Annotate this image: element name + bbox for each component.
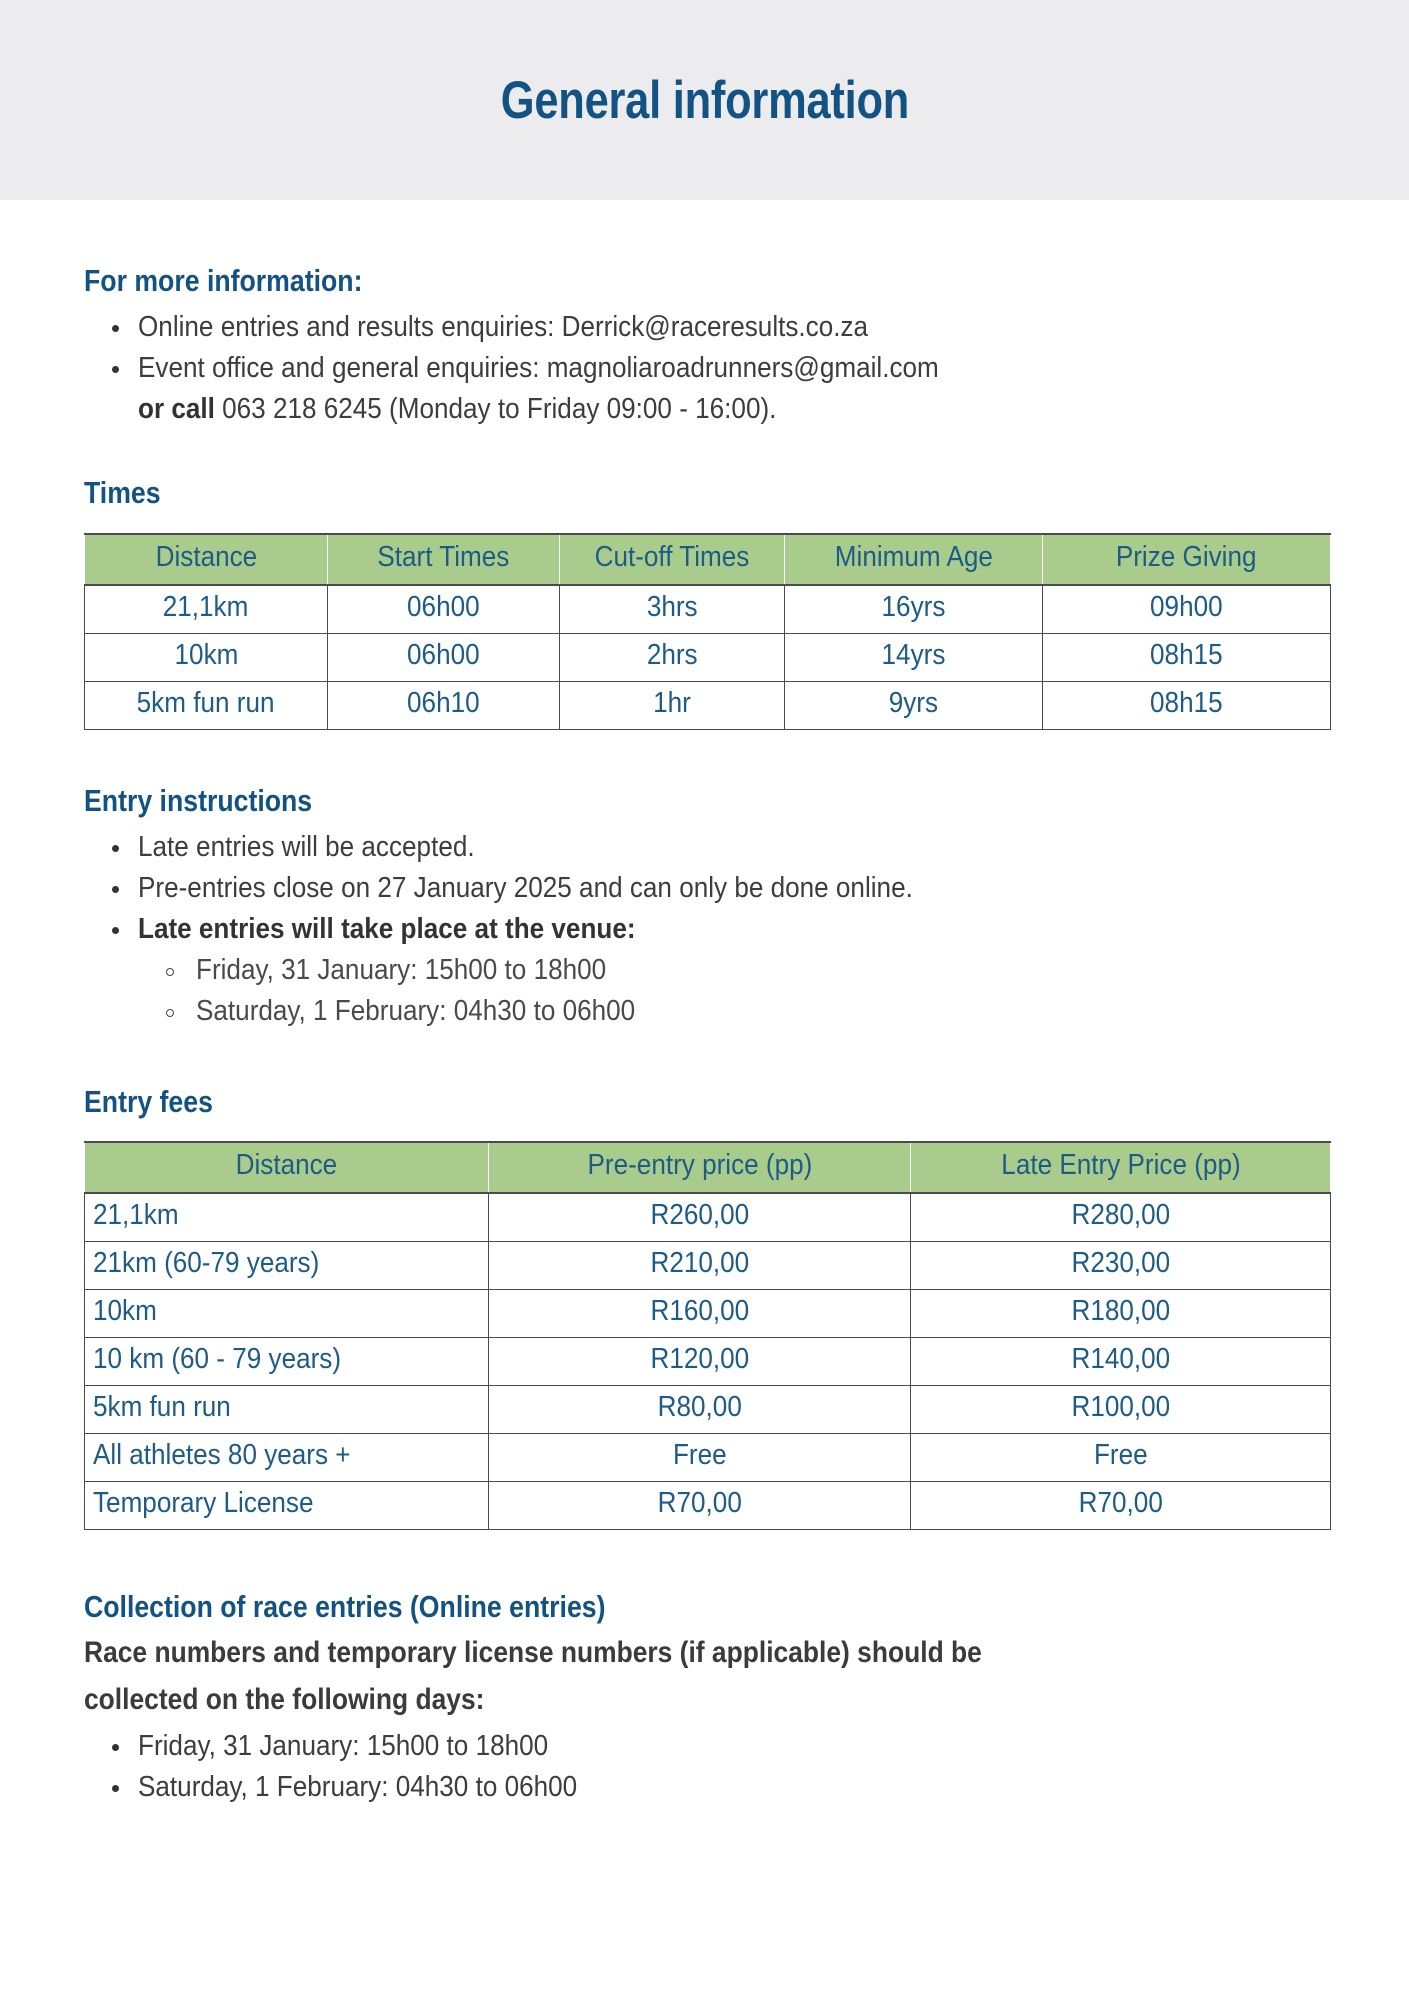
bullet-circle-icon — [166, 968, 174, 976]
cell-value: R120,00 — [650, 1343, 749, 1376]
table-cell — [328, 585, 560, 634]
cell-value: R160,00 — [650, 1295, 749, 1328]
cell-value: R100,00 — [1071, 1391, 1170, 1424]
page-title: General information — [500, 70, 909, 130]
cell-value: 06h00 — [407, 639, 480, 672]
entry-instruction-sublist — [138, 950, 1331, 1032]
list-item — [138, 950, 1331, 991]
collection-list — [84, 1726, 1331, 1808]
list-item — [84, 868, 1331, 909]
more-information-list — [84, 307, 1331, 431]
header-label: Minimum Age — [834, 541, 993, 574]
cell-value: 1hr — [653, 687, 691, 720]
entry-fees-heading: Entry fees — [84, 1083, 213, 1119]
table-row — [85, 634, 1331, 682]
table-cell — [489, 1482, 911, 1530]
venue-time-saturday: Saturday, 1 February: 04h30 to 06h00 — [196, 995, 636, 1028]
cell-value: 21,1km — [93, 1199, 179, 1232]
list-item — [84, 307, 1331, 348]
table-cell — [911, 1290, 1331, 1338]
table-cell — [85, 1386, 489, 1434]
cell-value: 16yrs — [881, 591, 946, 624]
header-label: Prize Giving — [1116, 541, 1257, 574]
table-row — [85, 1290, 1331, 1338]
collection-day-friday: Friday, 31 January: 15h00 to 18h00 — [138, 1730, 549, 1763]
bullet-disc-icon — [112, 366, 119, 373]
cell-value: R80,00 — [657, 1391, 742, 1424]
table-header-cell — [328, 534, 560, 585]
header-label: Cut-off Times — [594, 541, 750, 574]
cell-value: 21km (60-79 years) — [93, 1247, 320, 1280]
section-more-information — [84, 262, 1331, 430]
entry-fees-table — [84, 1141, 1331, 1530]
table-cell — [911, 1434, 1331, 1482]
venue-time-friday: Friday, 31 January: 15h00 to 18h00 — [196, 954, 607, 987]
list-item — [84, 909, 1331, 1033]
collection-heading: Collection of race entries (Online entries) — [84, 1589, 606, 1625]
table-cell — [85, 585, 328, 634]
document-content — [0, 262, 1409, 1808]
table-cell — [489, 1290, 911, 1338]
collection-instruction-text-2: collected on the following days: — [84, 1682, 485, 1716]
cell-value: R70,00 — [657, 1487, 742, 1520]
table-cell — [489, 1434, 911, 1482]
list-item — [84, 827, 1331, 868]
cell-value: 5km fun run — [93, 1391, 231, 1424]
collection-instruction-line-2 — [84, 1680, 1331, 1721]
list-item — [84, 1767, 1331, 1808]
section-entry-fees — [84, 1083, 1331, 1531]
table-cell — [911, 1386, 1331, 1434]
table-header-cell — [785, 534, 1043, 585]
entry-instructions-heading: Entry instructions — [84, 783, 313, 819]
table-header-cell — [85, 534, 328, 585]
table-cell — [911, 1242, 1331, 1290]
table-cell — [560, 634, 785, 682]
times-table — [84, 533, 1331, 730]
entry-instruction-bullet-2: Pre-entries close on 27 January 2025 and can only be done online. — [138, 871, 913, 904]
list-item — [84, 1726, 1331, 1767]
cell-value: R280,00 — [1071, 1199, 1170, 1232]
table-header-cell — [1043, 534, 1331, 585]
cell-value: R140,00 — [1071, 1343, 1170, 1376]
table-cell — [1043, 585, 1331, 634]
bullet-disc-icon — [112, 927, 119, 934]
table-cell — [85, 682, 328, 730]
table-cell — [85, 1482, 489, 1530]
table-row — [85, 585, 1331, 634]
table-cell — [489, 1193, 911, 1242]
table-cell — [489, 1242, 911, 1290]
more-information-bullet-1: Online entries and results enquiries: Derrick@raceresults.co.za — [138, 310, 869, 343]
cell-value: 06h10 — [407, 687, 480, 720]
table-cell — [1043, 634, 1331, 682]
bullet-circle-icon — [166, 1009, 174, 1017]
header-label: Distance — [235, 1149, 338, 1182]
cell-value: 2hrs — [646, 639, 698, 672]
table-header-cell — [560, 534, 785, 585]
header-label: Distance — [155, 541, 257, 574]
cell-value: 06h00 — [407, 591, 480, 624]
table-cell — [489, 1338, 911, 1386]
collection-instruction-line-1 — [84, 1633, 1331, 1674]
entry-instruction-venue-label: Late entries will take place at the venue: — [138, 913, 636, 946]
table-cell — [85, 1193, 489, 1242]
table-cell — [328, 682, 560, 730]
cell-value: 21,1km — [163, 591, 249, 624]
table-cell — [785, 682, 1043, 730]
cell-value: R70,00 — [1078, 1487, 1163, 1520]
cell-value: 10 km (60 - 79 years) — [93, 1343, 342, 1376]
table-header-cell — [85, 1142, 489, 1193]
section-entry-instructions — [84, 782, 1331, 1033]
times-heading: Times — [84, 475, 161, 511]
table-cell — [911, 1482, 1331, 1530]
call-label: or call — [138, 393, 215, 426]
table-row — [85, 1193, 1331, 1242]
bullet-disc-icon — [112, 1744, 119, 1751]
collection-instruction-text-1: Race numbers and temporary license numbers (if applicable) should be — [84, 1636, 982, 1670]
cell-value: Temporary License — [93, 1487, 314, 1520]
table-header-row — [85, 534, 1331, 585]
bullet-disc-icon — [112, 886, 119, 893]
cell-value: 5km fun run — [137, 687, 275, 720]
table-cell — [1043, 682, 1331, 730]
bullet-disc-icon — [112, 325, 119, 332]
table-cell — [489, 1386, 911, 1434]
section-collection — [84, 1588, 1331, 1808]
table-row — [85, 1242, 1331, 1290]
entry-instructions-list — [84, 827, 1331, 1033]
cell-value: R260,00 — [650, 1199, 749, 1232]
header-label: Late Entry Price (pp) — [1000, 1149, 1241, 1182]
table-cell — [85, 1338, 489, 1386]
call-number-hours: 063 218 6245 (Monday to Friday 09:00 - 16:00). — [214, 393, 777, 426]
table-header-cell — [911, 1142, 1331, 1193]
header-label: Pre-entry price (pp) — [587, 1149, 812, 1182]
cell-value: 9yrs — [888, 687, 939, 720]
cell-value: All athletes 80 years + — [93, 1439, 351, 1472]
entry-instruction-bullet-1: Late entries will be accepted. — [138, 830, 475, 863]
cell-value: 10km — [174, 639, 238, 672]
table-row — [85, 1482, 1331, 1530]
list-item — [84, 348, 1331, 430]
cell-value: R230,00 — [1071, 1247, 1170, 1280]
more-information-heading: For more information: — [84, 263, 363, 298]
table-cell — [785, 585, 1043, 634]
page-header-band — [0, 0, 1409, 200]
table-cell — [911, 1193, 1331, 1242]
list-item — [138, 991, 1331, 1032]
table-cell — [85, 1434, 489, 1482]
collection-day-saturday: Saturday, 1 February: 04h30 to 06h00 — [138, 1771, 578, 1804]
cell-value: 14yrs — [881, 639, 946, 672]
section-times — [84, 474, 1331, 730]
table-cell — [328, 634, 560, 682]
bullet-disc-icon — [112, 1785, 119, 1792]
cell-value: R210,00 — [650, 1247, 749, 1280]
more-information-bullet-2: Event office and general enquiries: magnoliaroadrunners@gmail.com — [138, 351, 939, 384]
table-cell — [560, 585, 785, 634]
table-cell — [85, 1242, 489, 1290]
cell-value: Free — [1093, 1439, 1148, 1472]
cell-value: 3hrs — [646, 591, 698, 624]
header-label: Start Times — [377, 541, 510, 574]
table-row — [85, 1434, 1331, 1482]
cell-value: R180,00 — [1071, 1295, 1170, 1328]
table-row — [85, 682, 1331, 730]
table-row — [85, 1386, 1331, 1434]
cell-value: 08h15 — [1150, 639, 1223, 672]
table-cell — [85, 1290, 489, 1338]
cell-value: 08h15 — [1150, 687, 1223, 720]
bullet-disc-icon — [112, 845, 119, 852]
more-information-call-line — [138, 389, 776, 430]
cell-value: 09h00 — [1150, 591, 1223, 624]
table-cell — [911, 1338, 1331, 1386]
table-cell — [85, 634, 328, 682]
table-cell — [560, 682, 785, 730]
table-row — [85, 1338, 1331, 1386]
table-header-row — [85, 1142, 1331, 1193]
table-header-cell — [489, 1142, 911, 1193]
cell-value: 10km — [93, 1295, 157, 1328]
table-cell — [785, 634, 1043, 682]
cell-value: Free — [672, 1439, 727, 1472]
